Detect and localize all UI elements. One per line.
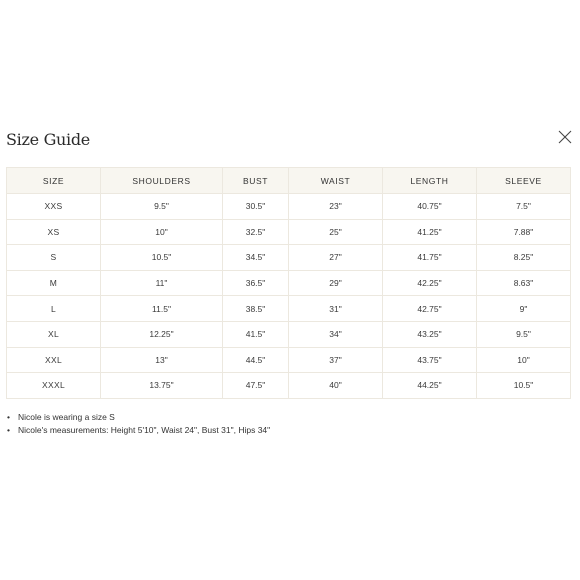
bullet-icon: • [7, 412, 10, 422]
bullet-icon: • [7, 425, 10, 435]
cell-bust: 32.5" [223, 219, 289, 245]
cell-waist: 29" [289, 270, 383, 296]
header-shoulders: SHOULDERS [101, 168, 223, 194]
cell-shoulders: 10" [101, 219, 223, 245]
note-text: Nicole's measurements: Height 5'10", Waist 24", Bust 31", Hips 34" [18, 425, 271, 435]
cell-shoulders: 11" [101, 270, 223, 296]
cell-length: 41.25" [383, 219, 477, 245]
table-row [7, 373, 571, 399]
cell-size: XL [7, 321, 101, 347]
size-guide-title: Size Guide [6, 130, 90, 149]
cell-bust: 38.5" [223, 296, 289, 322]
cell-size: XXS [7, 194, 101, 220]
note-text: Nicole is wearing a size S [18, 412, 115, 422]
header-size: SIZE [7, 168, 101, 194]
cell-bust: 47.5" [223, 373, 289, 399]
cell-sleeve: 8.25" [477, 245, 571, 271]
cell-size: XXXL [7, 373, 101, 399]
cell-sleeve: 9" [477, 296, 571, 322]
cell-length: 41.75" [383, 245, 477, 271]
cell-sleeve: 8.63" [477, 270, 571, 296]
table-row [7, 347, 571, 373]
close-button[interactable] [557, 129, 573, 145]
cell-length: 43.25" [383, 321, 477, 347]
cell-size: L [7, 296, 101, 322]
cell-shoulders: 13" [101, 347, 223, 373]
cell-size: S [7, 245, 101, 271]
cell-waist: 31" [289, 296, 383, 322]
size-table [6, 167, 571, 399]
model-notes [6, 411, 270, 437]
header-length: LENGTH [383, 168, 477, 194]
cell-size: M [7, 270, 101, 296]
cell-bust: 30.5" [223, 194, 289, 220]
cell-size: XXL [7, 347, 101, 373]
cell-waist: 34" [289, 321, 383, 347]
table-row [7, 296, 571, 322]
table-row [7, 245, 571, 271]
table-row [7, 270, 571, 296]
table-row [7, 219, 571, 245]
header-waist: WAIST [289, 168, 383, 194]
cell-sleeve: 7.88" [477, 219, 571, 245]
cell-length: 42.25" [383, 270, 477, 296]
table-row [7, 194, 571, 220]
cell-sleeve: 9.5" [477, 321, 571, 347]
cell-waist: 40" [289, 373, 383, 399]
cell-size: XS [7, 219, 101, 245]
cell-bust: 36.5" [223, 270, 289, 296]
close-icon [557, 129, 573, 145]
cell-shoulders: 12.25" [101, 321, 223, 347]
cell-waist: 23" [289, 194, 383, 220]
cell-shoulders: 11.5" [101, 296, 223, 322]
cell-length: 42.75" [383, 296, 477, 322]
cell-shoulders: 10.5" [101, 245, 223, 271]
list-item [6, 411, 270, 424]
cell-waist: 27" [289, 245, 383, 271]
cell-waist: 25" [289, 219, 383, 245]
header-sleeve: SLEEVE [477, 168, 571, 194]
cell-shoulders: 13.75" [101, 373, 223, 399]
cell-bust: 41.5" [223, 321, 289, 347]
cell-sleeve: 10.5" [477, 373, 571, 399]
table-row [7, 321, 571, 347]
header-bust: BUST [223, 168, 289, 194]
cell-sleeve: 7.5" [477, 194, 571, 220]
cell-shoulders: 9.5" [101, 194, 223, 220]
cell-waist: 37" [289, 347, 383, 373]
cell-length: 43.75" [383, 347, 477, 373]
list-item [6, 424, 270, 437]
cell-bust: 44.5" [223, 347, 289, 373]
cell-length: 44.25" [383, 373, 477, 399]
cell-bust: 34.5" [223, 245, 289, 271]
table-header-row [7, 168, 571, 194]
cell-length: 40.75" [383, 194, 477, 220]
cell-sleeve: 10" [477, 347, 571, 373]
